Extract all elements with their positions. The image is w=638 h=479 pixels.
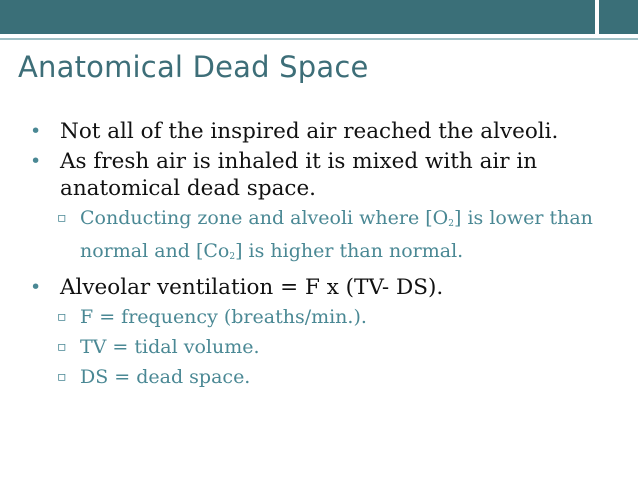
sub-bullet-text: TV = tidal volume. (80, 336, 260, 358)
sub-bullet-item (26, 205, 626, 271)
slide-body (26, 118, 626, 394)
sub-bullet-icon: ▫ (57, 369, 67, 385)
sub-bullet-text: DS = dead space. (80, 366, 251, 388)
header-divider (0, 38, 638, 40)
slide-title: Anatomical Dead Space (18, 50, 369, 84)
sub-bullet-item (26, 334, 626, 361)
bullet-text: As fresh air is inhaled it is mixed with air in anatomical dead space. (60, 149, 538, 201)
header-band-block (599, 0, 638, 34)
bullet-icon: • (30, 150, 42, 172)
sub-bullet-text: F = frequency (breaths/min.). (80, 306, 367, 328)
sub-bullet-text: Conducting zone and alveoli where $[O_2]$ is lower than normal and $[Co_2]$ is higher than normal. (80, 207, 593, 262)
bullet-item (26, 118, 626, 145)
bullet-item (26, 274, 626, 301)
header-band (0, 0, 638, 34)
sub-bullet-item (26, 304, 626, 331)
bullet-icon: • (30, 120, 42, 142)
bullet-item (26, 148, 626, 202)
header-band-main (0, 0, 595, 34)
bullet-text: Not all of the inspired air reached the alveoli. (60, 119, 559, 144)
sub-bullet-icon: ▫ (57, 210, 67, 226)
sub-bullet-icon: ▫ (57, 339, 67, 355)
sub-bullet-item (26, 364, 626, 391)
bullet-text: Alveolar ventilation = F x (TV- DS). (60, 275, 444, 300)
bullet-icon: • (30, 276, 42, 298)
sub-bullet-icon: ▫ (57, 309, 67, 325)
